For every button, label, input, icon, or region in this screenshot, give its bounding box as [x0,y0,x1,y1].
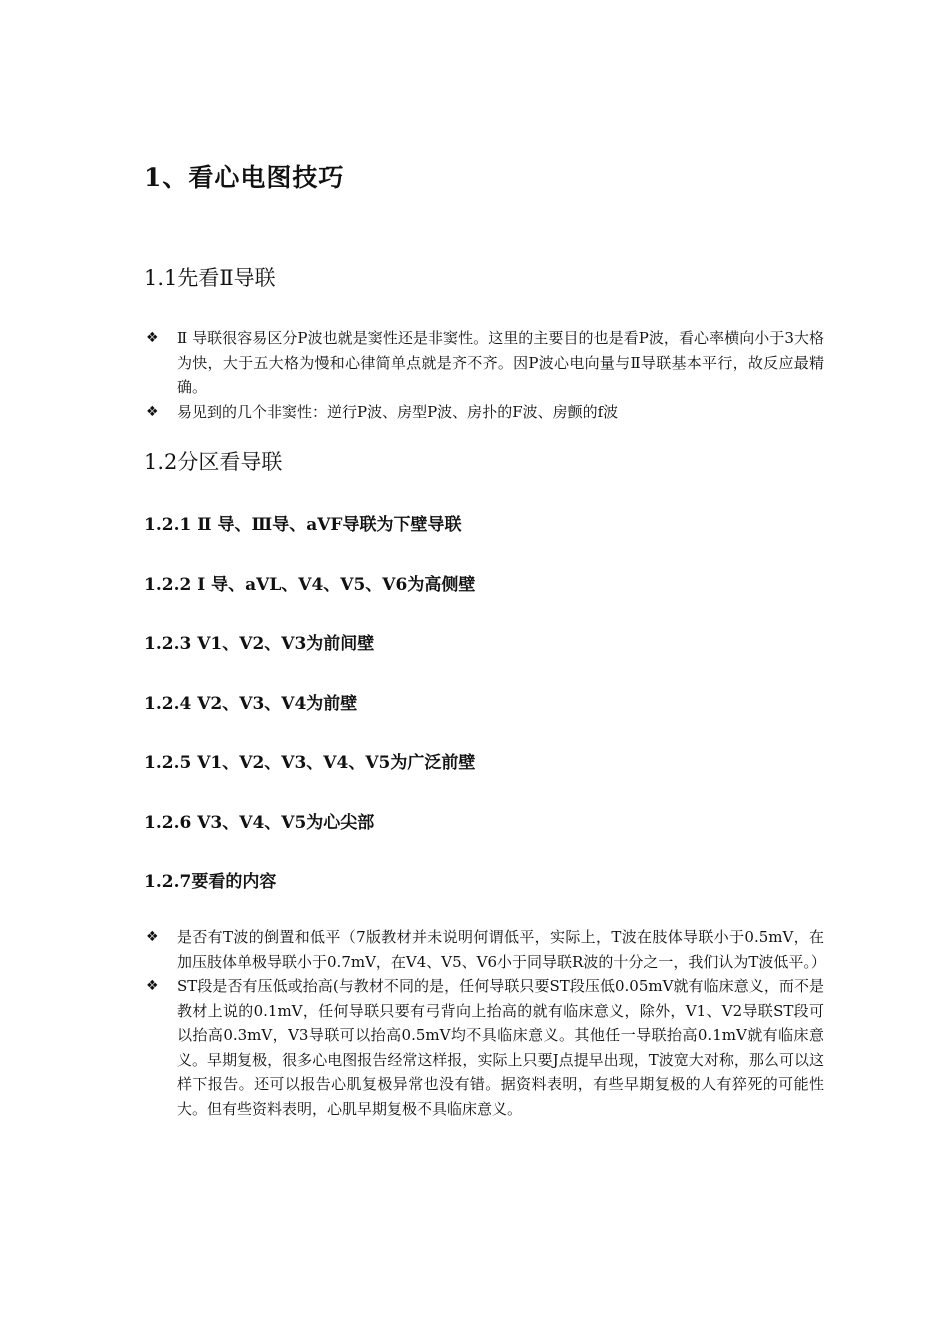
diamond-bullet-icon: ❖ [146,929,159,945]
subheading-1-2-4: 1.2.4 V2、V3、V4为前壁 [144,694,358,714]
section-heading-1-2: 1.2分区看导联 [144,450,283,474]
diamond-bullet-icon: ❖ [146,403,159,420]
list-item-text: Ⅱ 导联很容易区分P波也就是窦性还是非窦性。这里的主要目的也是看P波，看心率横向小于3大格为快，大于五大格为慢和心律简单点就是齐不齐。因P波心电向量与Ⅱ导联基本平行，故反应最精确。 [177,329,824,396]
subheading-1-2-3: 1.2.3 V1、V2、V3为前间壁 [144,634,375,654]
bullet-list-1-2-7 [144,925,824,1121]
diamond-bullet-icon: ❖ [146,978,159,994]
list-item [144,400,824,425]
subheading-1-2-6: 1.2.6 V3、V4、V5为心尖部 [144,813,375,833]
list-item [144,974,824,1121]
subheading-1-2-1: 1.2.1 Ⅱ 导、Ⅲ导、aVF导联为下壁导联 [144,515,462,535]
list-item-text: ST段是否有压低或抬高(与教材不同的是，任何导联只要ST段压低0.05mV就有临床意义，而不是教材上说的0.1mV，任何导联只要有弓背向上抬高的就有临床意义，除外，V1、V2导联ST段可以抬高0.3mV，V3导联可以抬高0.5mV均不具临床意义。其他任一导联抬高0.1mV就有临床意义。早期复极，很多心电图报告经常这样报，实际上只要J点提早出现，T波宽大对称，那么可以这样下报告。还可以报告心肌复极异常也没有错。据资料表明，有些早期复极的人有猝死的可能性大。但有些资料表明，心肌早期复极不具临床意义。 [177,977,824,1118]
subheading-1-2-7: 1.2.7要看的内容 [144,872,277,892]
list-item [144,925,824,974]
section-heading-1-1: 1.1先看Ⅱ导联 [144,266,276,290]
list-item-text: 易见到的几个非窦性：逆行P波、房型P波、房扑的F波、房颤的f波 [177,402,619,421]
list-item [144,326,824,400]
page-title: 1、看心电图技巧 [144,163,345,192]
bullet-list-1-1 [144,326,824,424]
diamond-bullet-icon: ❖ [146,330,159,346]
subheading-1-2-5: 1.2.5 V1、V2、V3、V4、V5为广泛前壁 [144,753,476,773]
list-item-text: 是否有T波的倒置和低平（7版教材并未说明何谓低平，实际上，T波在肢体导联小于0.5mV，在加压肢体单极导联小于0.7mV，在V4、V5、V6小于同导联R波的十分之一，我们认为T波低平。） [177,928,826,971]
subheading-1-2-2: 1.2.2 Ⅰ 导、aVL、V4、V5、V6为高侧壁 [144,575,476,595]
